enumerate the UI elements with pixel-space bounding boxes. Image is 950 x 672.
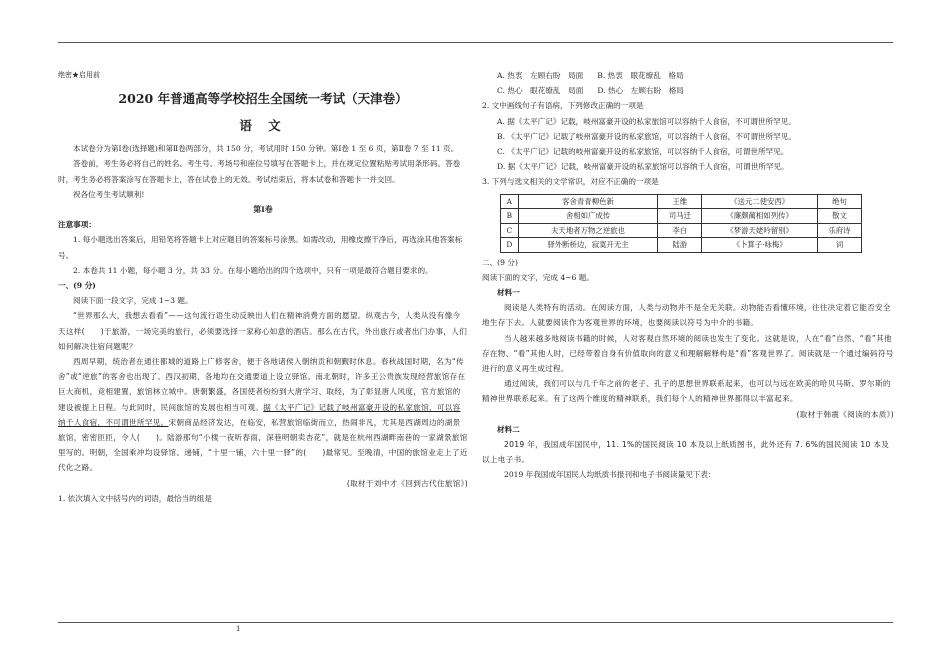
q2-option: B. 《太平广记》记载了岐州富豪开设的私家旅馆，可以容纳千人食宿，不可谓世所罕见。 <box>497 131 796 141</box>
table-cell: 夫天地者万物之逆旅也 <box>518 223 658 238</box>
table-cell: 词 <box>817 238 861 253</box>
passage-text: 宋朝商品经济发达，在临安，私营旅馆临街而立，热闹非凡，尤其是西湖周边的湖景旅馆，密密匝匝，令人( )。陆游那句“小楼一夜听春雨，深巷明朝卖杏花”，就是在杭州西湖畔南巷的一家湖景旅馆里写的。明朝，全国乘冲均设驿馆、递铺，“十里一铺，六十里一驿”的( )最常见。至晚清，中国的旅馆业走上了近代化之路。 <box>58 417 468 473</box>
material2-paragraph: 2019 年，我国成年国民中，11. 1%的国民阅读 10 本及以上纸质图书，此外还有 7. 6%的国民阅读 10 本及以上电子书。 <box>482 440 890 465</box>
table-cell: A <box>501 194 519 209</box>
intro-line: 祝各位考生考试顺利! <box>73 189 145 199</box>
q2-option: D. 据《太平广记》记载，岐州富豪开设的私家旅馆可以容纳千人食宿，可谓世所罕见。 <box>497 162 789 172</box>
table-cell: C <box>501 223 519 238</box>
table-cell: 陆游 <box>658 238 702 253</box>
table-cell: 乐府诗 <box>817 223 861 238</box>
section2-prompt: 阅读下面的文字，完成 4~6 题。 <box>482 272 594 282</box>
note-item: 2. 本卷共 11 小题，每小题 3 分，共 33 分。在每小题给出的四个选项中，只有一项是最符合题目要求的。 <box>73 265 433 275</box>
q1-option: C. 热心 眼花缭乱 局面 <box>497 86 584 96</box>
table-cell: 舍相如广成传 <box>518 209 658 224</box>
material1-paragraph: 阅读是人类特有的活动。在阅读方面，人类与动物并不是全无关联。动物能否看懂环境，往往决定着它能否安全地生存下去。人就要阅读作为客观世界的环境，也要阅读以符号为中介的书籍。 <box>482 303 891 328</box>
table-cell: 《梦游天姥吟留别》 <box>702 223 818 238</box>
q2-option: C. 《太平广记》记载的岐州富豪开设的私家旅馆，可以容纳千人食宿，可谓世所罕见。 <box>497 147 789 157</box>
passage-paragraph <box>58 354 468 476</box>
question-2: 2. 文中画线句子有语病，下列修改正确的一项是 <box>482 101 644 111</box>
material2-heading: 材料二 <box>497 424 520 434</box>
right-column <box>482 68 894 483</box>
q1-option-row <box>482 83 894 98</box>
left-column <box>58 68 468 506</box>
confidential-label: 绝密★启用前 <box>58 71 100 79</box>
subject-title: 语 文 <box>239 118 287 134</box>
table-row <box>501 209 862 224</box>
literature-table <box>500 194 862 253</box>
exam-title: 2020 年普通高等学校招生全国统一考试（天津卷） <box>118 91 408 107</box>
material2-paragraph: 2019 年我国成年国民人均纸质书报刊和电子书阅读量见下表： <box>504 470 716 480</box>
table-cell: D <box>501 238 519 253</box>
section1-heading: 一、(9 分) <box>58 281 96 291</box>
passage-source: (取材于刘中才《回到古代住旅馆》) <box>346 478 468 488</box>
table-cell: 《卜算子·咏梅》 <box>702 238 818 253</box>
table-cell: 王维 <box>658 194 702 209</box>
question-1: 1. 依次填入文中括号内的词语，最恰当的组是 <box>58 493 212 503</box>
table-row <box>501 238 862 253</box>
table-cell: 驿外断桥边，寂寞开无主 <box>518 238 658 253</box>
table-cell: 绝句 <box>817 194 861 209</box>
material1-source: (取材于韩震《阅读的本质》) <box>796 409 894 419</box>
note-item: 1. 每小题选出答案后，用铅笔将答题卡上对应题目的答案标号涂黑。如需改动，用橡皮擦干净后，再选涂其他答案标号。 <box>58 235 463 260</box>
volume1-heading: 第Ⅰ卷 <box>253 205 273 215</box>
table-cell: B <box>501 209 519 224</box>
question-3: 3. 下列与选文相关的文学常识，对应不正确的一项是 <box>482 177 659 187</box>
table-cell: 李白 <box>658 223 702 238</box>
table-cell: 司马迁 <box>658 209 702 224</box>
underlined-sentence: 据《太平广记》记载了岐州富豪开设的私家旅馆，可以容纳千人食宿，不可谓世所罕见。 <box>58 402 461 427</box>
top-rule <box>58 42 893 43</box>
table-row <box>501 223 862 238</box>
section2-heading: 二、(9 分) <box>482 257 518 267</box>
bottom-rule <box>58 622 893 623</box>
table-cell: 《廉颇蔺相如列传》 <box>702 209 818 224</box>
material1-paragraph: 通过阅读，我们可以与几千年之前的老子、孔子的思想世界联系起来，也可以与远在欧美的哈贝马斯、罗尔斯的精神世界联系起来。有了这两个维度的精神联系，我们每个人的精神世界都得以丰富起来。 <box>482 379 891 404</box>
passage-paragraph: “世界那么大，我想去看看”——这句流行语生动反映出人们在精神消费方面的愿望。纵观古今，人类从没有像今天这样( )于旅游，一场完美的旅行，必须要选择一家称心如意的酒店。那么在古代，外出旅行或者出门办事，人们如何解决住宿问题呢？ <box>58 311 468 351</box>
intro-line: 本试卷分为第Ⅰ卷(选择题)和第Ⅱ卷两部分，共 150 分，考试用时 150 分钟。第Ⅰ卷 1 至 6 页，第Ⅱ卷 7 至 11 页。 <box>73 144 459 154</box>
q1-option: D. 热心 左顾右盼 格局 <box>597 86 684 96</box>
section1-prompt: 阅读下面一段文字，完成 1~3 题。 <box>73 296 193 306</box>
q1-option: B. 热衷 眼花缭乱 格局 <box>597 71 684 80</box>
intro-line: 答卷前，考生务必将自己的姓名、考生号、考场号和座位号填写在答题卡上，并在规定位置粘贴考试用条形码。答卷时，考生务必将答案涂写在答题卡上，答在试卷上的无效。考试结束后，将本试卷和答题卡一并交回。 <box>58 159 461 184</box>
table-cell: 散文 <box>817 209 861 224</box>
table-cell: 《送元二使安西》 <box>702 194 818 209</box>
table-cell: 客舍青青柳色新 <box>518 194 658 209</box>
table-row <box>501 194 862 209</box>
notes-heading: 注意事项： <box>58 220 96 230</box>
q2-option: A. 据《太平广记》记载，岐州富豪开设的私家旅馆可以容纳千人食宿，不可谓世所罕见。 <box>497 116 796 126</box>
page-number: 1 <box>236 625 241 633</box>
q1-option-row <box>482 68 894 83</box>
q1-option: A. 热衷 左顾右盼 局面 <box>497 71 584 80</box>
material1-heading: 材料一 <box>497 288 520 298</box>
material1-paragraph: 当人越来越多地阅读书籍的时候，人对客观自然环境的阅读也发生了变化。这就是说，人在“看”自然、“看”其他存在物、“看”其他人时，已经带着自身有价值取向的意义和理解解释构是“看”客观世界了。阅读就是一个通过编码符号进行的意义再生成过程。 <box>482 333 894 374</box>
passage-text: 西周早期，统治者在通往都城的道路上广修客舍，便于各地诸侯入朝纳贡和朝觐时休息。春秋战国时期，名为“传舍”或“逆旅”的客舍也出现了。西汉初期，各地均在交通要道上设立驿馆。南北朝时，许多王公贵族发现经营旅馆存在巨大商机，竞相建置，旅馆林立城中。唐朝繁盛，各国使者纷纷到大唐学习、取经，为了彰显唐人风度，官方旅馆的建设被提上日程。与此同时，民间旅馆的发展也相当可观。 <box>58 357 466 412</box>
